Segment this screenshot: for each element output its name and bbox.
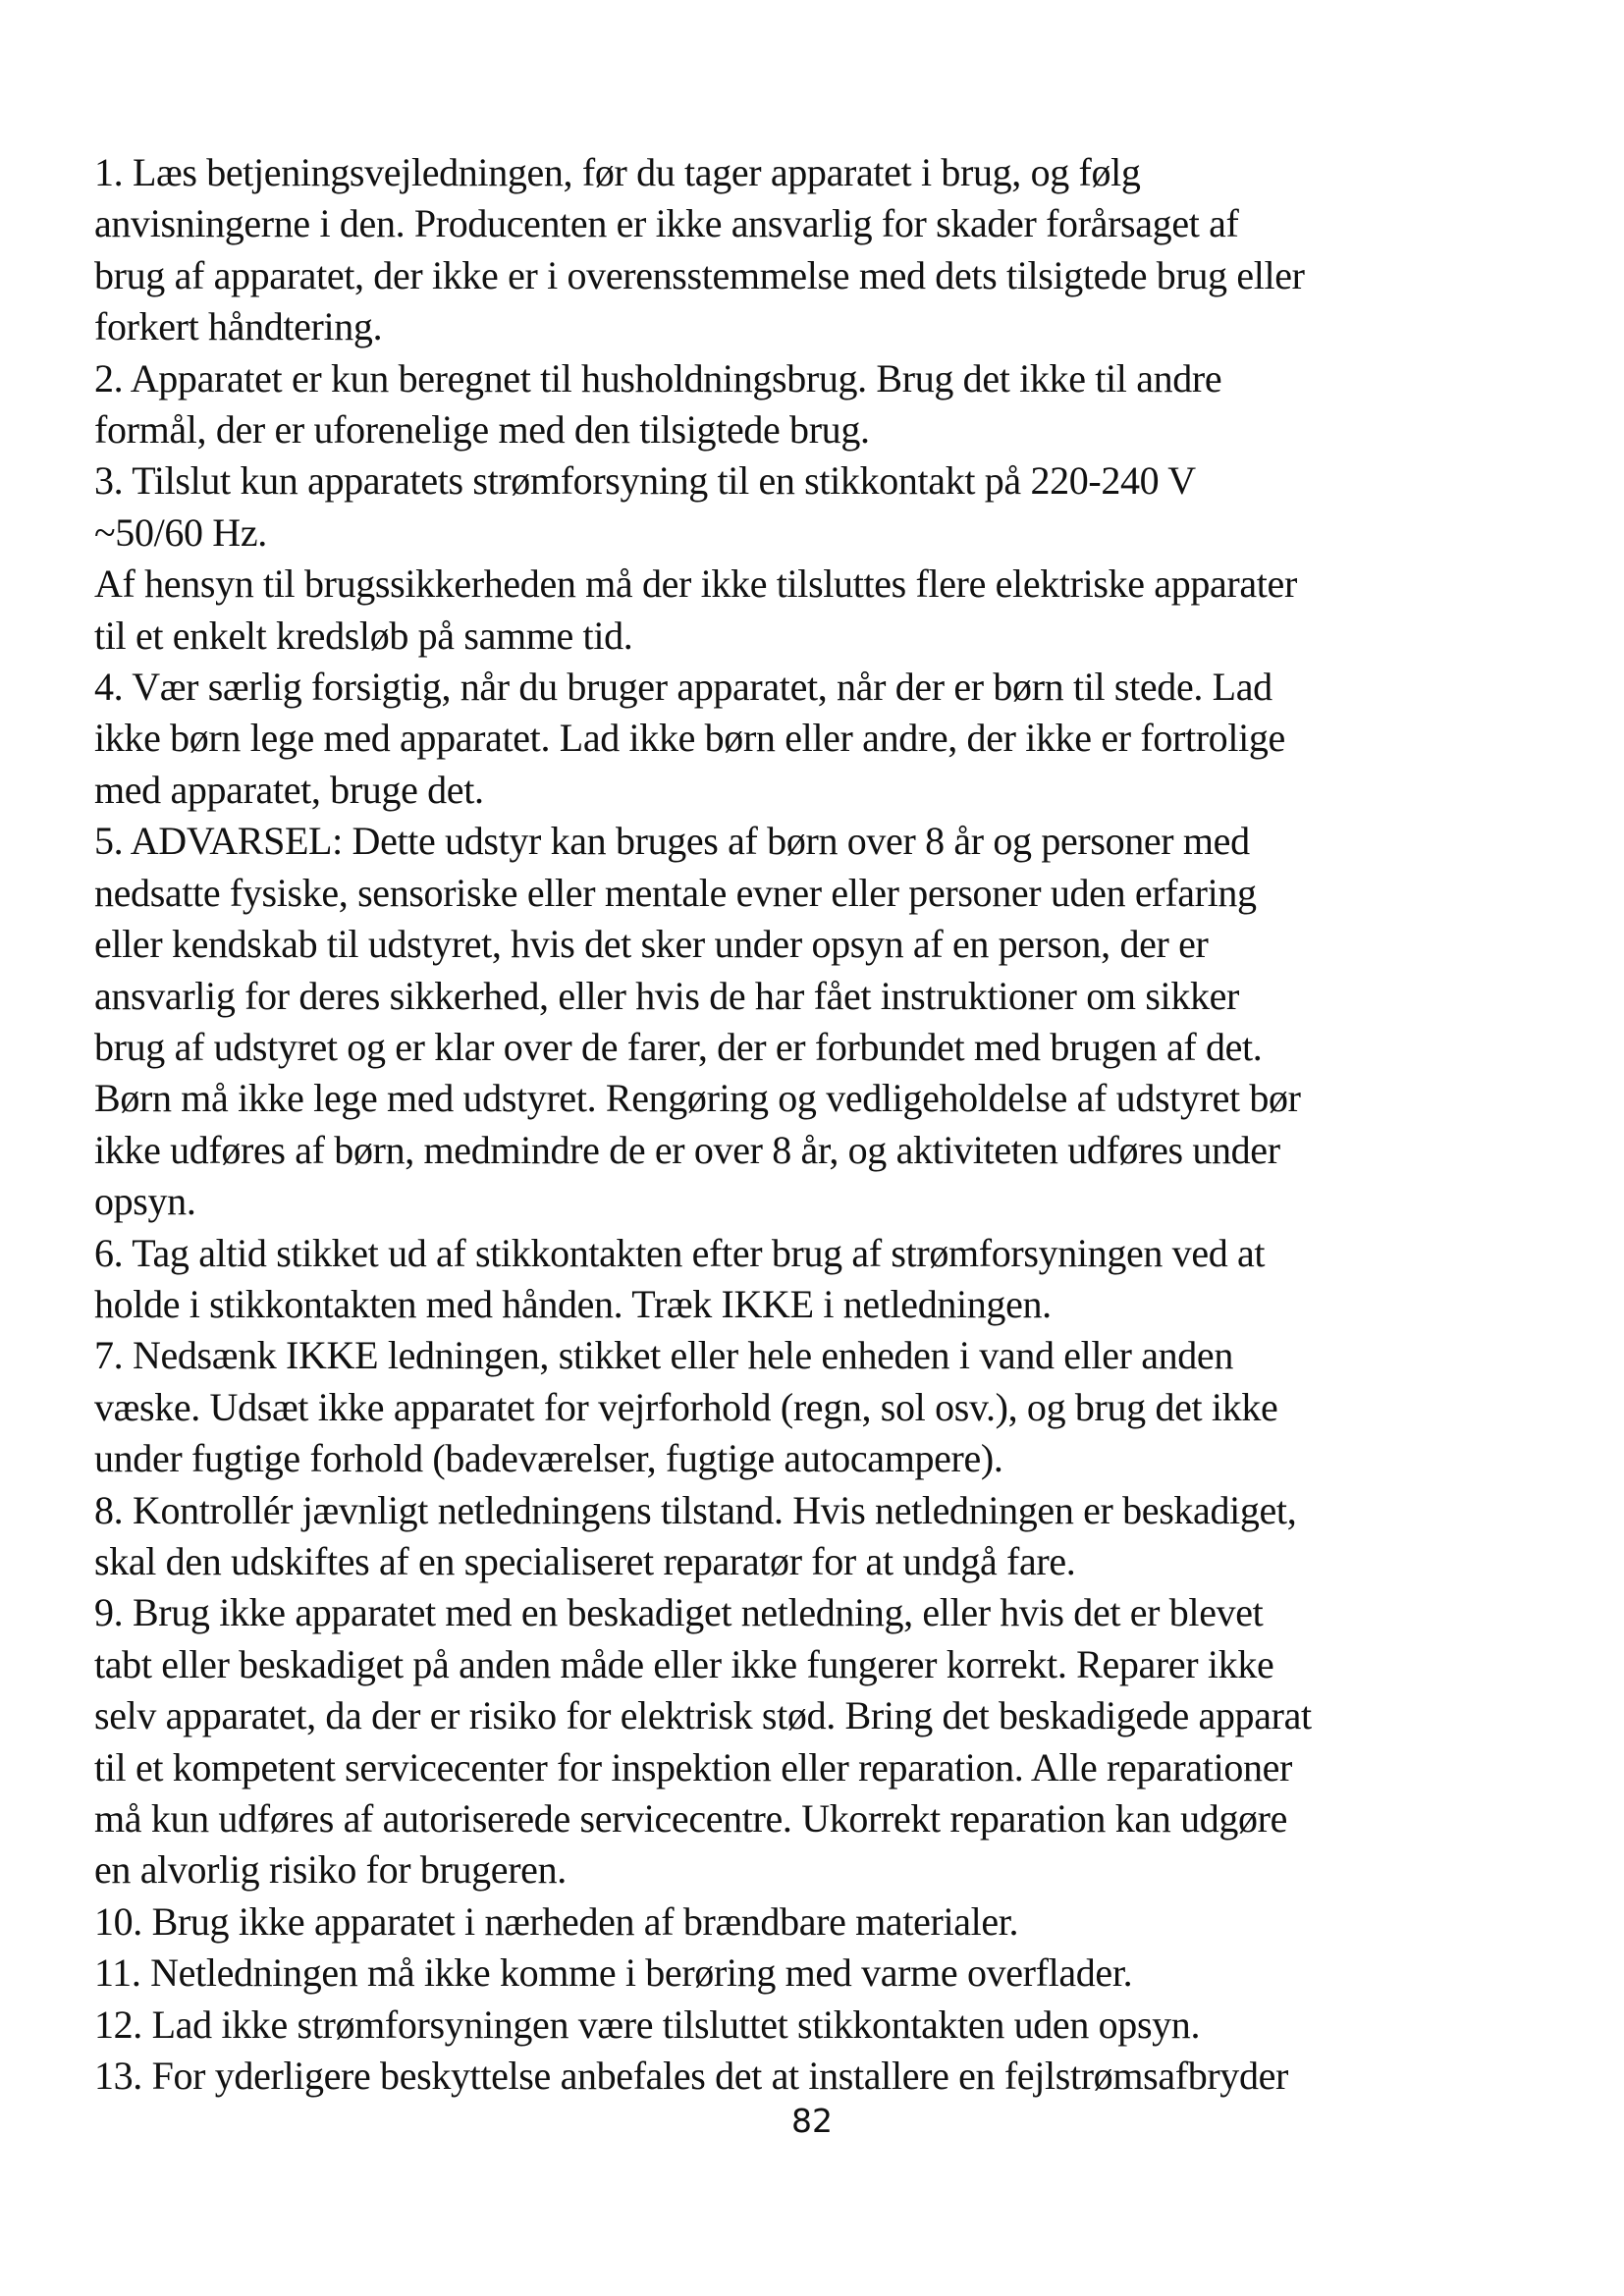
text-line: tabt eller beskadiget på anden måde eller ikke fungerer korrekt. Reparer ikke: [94, 1641, 1274, 1686]
text-line: en alvorlig risiko for brugeren.: [94, 1847, 567, 1893]
text-line: forkert håndtering.: [94, 304, 383, 349]
text-line: skal den udskiftes af en specialiseret reparatør for at undgå fare.: [94, 1538, 1076, 1583]
text-line: under fugtige forhold (badeværelser, fugtige autocampere).: [94, 1436, 1003, 1481]
text-line: 9. Brug ikke apparatet med en beskadiget netledning, eller hvis det er blevet: [94, 1590, 1264, 1635]
text-line: 2. Apparatet er kun beregnet til husholdningsbrug. Brug det ikke til andre: [94, 355, 1222, 400]
text-line: 11. Netledningen må ikke komme i berøring med varme overflader.: [94, 1950, 1133, 1996]
text-line: Af hensyn til brugssikkerheden må der ikke tilsluttes flere elektriske apparater: [94, 561, 1297, 607]
text-line: ikke udføres af børn, medmindre de er over 8 år, og aktiviteten udføres under: [94, 1127, 1280, 1172]
text-line: brug af apparatet, der ikke er i overensstemmelse med dets tilsigtede brug eller: [94, 252, 1305, 297]
text-line: ~50/60 Hz.: [94, 509, 267, 555]
text-line: 6. Tag altid stikket ud af stikkontakten efter brug af strømforsyningen ved at: [94, 1230, 1266, 1275]
page-number: 82: [791, 2102, 833, 2140]
text-line: 13. For yderligere beskyttelse anbefales det at installere en fejlstrømsafbryder: [94, 2054, 1288, 2099]
text-line: formål, der er uforenelige med den tilsigtede brug.: [94, 407, 870, 453]
text-line: selv apparatet, da der er risiko for elektrisk stød. Bring det beskadigede apparat: [94, 1693, 1312, 1738]
text-line: til et enkelt kredsløb på samme tid.: [94, 613, 633, 658]
text-line: 3. Tilslut kun apparatets strømforsyning til en stikkontakt på 220-240 V: [94, 458, 1196, 504]
text-line: 12. Lad ikke strømforsyningen være tilsluttet stikkontakten uden opsyn.: [94, 2002, 1201, 2047]
text-line: eller kendskab til udstyret, hvis det sker under opsyn af en person, der er: [94, 922, 1209, 967]
text-line: til et kompetent servicecenter for inspektion eller reparation. Alle reparationer: [94, 1744, 1293, 1789]
text-line: Børn må ikke lege med udstyret. Rengøring og vedligeholdelse af udstyret bør: [94, 1076, 1301, 1121]
text-line: væske. Udsæt ikke apparatet for vejrforhold (regn, sol osv.), og brug det ikke: [94, 1384, 1278, 1429]
text-line: anvisningerne i den. Producenten er ikke ansvarlig for skader forårsaget af: [94, 201, 1239, 246]
text-line: opsyn.: [94, 1179, 196, 1224]
text-line: 10. Brug ikke apparatet i nærheden af brændbare materialer.: [94, 1898, 1019, 1944]
safety-instructions-text: [94, 147, 1538, 2102]
text-line: 1. Læs betjeningsvejledningen, før du tager apparatet i brug, og følg: [94, 150, 1141, 194]
text-line: ansvarlig for deres sikkerhed, eller hvis de har fået instruktioner om sikker: [94, 973, 1239, 1018]
text-line: 7. Nedsænk IKKE ledningen, stikket eller hele enheden i vand eller anden: [94, 1333, 1233, 1378]
text-line: nedsatte fysiske, sensoriske eller mentale evner eller personer uden erfaring: [94, 870, 1257, 915]
text-line: holde i stikkontakten med hånden. Træk IKKE i netledningen.: [94, 1281, 1052, 1326]
text-line: ikke børn lege med apparatet. Lad ikke børn eller andre, der ikke er fortrolige: [94, 716, 1285, 761]
text-line: 8. Kontrollér jævnligt netledningens tilstand. Hvis netledningen er beskadiget,: [94, 1487, 1297, 1532]
text-line: med apparatet, bruge det.: [94, 767, 484, 812]
text-line: brug af udstyret og er klar over de farer, der er forbundet med brugen af det.: [94, 1024, 1263, 1069]
text-line: må kun udføres af autoriserede servicecentre. Ukorrekt reparation kan udgøre: [94, 1796, 1288, 1841]
text-line: 5. ADVARSEL: Dette udstyr kan bruges af børn over 8 år og personer med: [94, 819, 1250, 864]
text-line: 4. Vær særlig forsigtig, når du bruger apparatet, når der er børn til stede. Lad: [94, 665, 1272, 710]
